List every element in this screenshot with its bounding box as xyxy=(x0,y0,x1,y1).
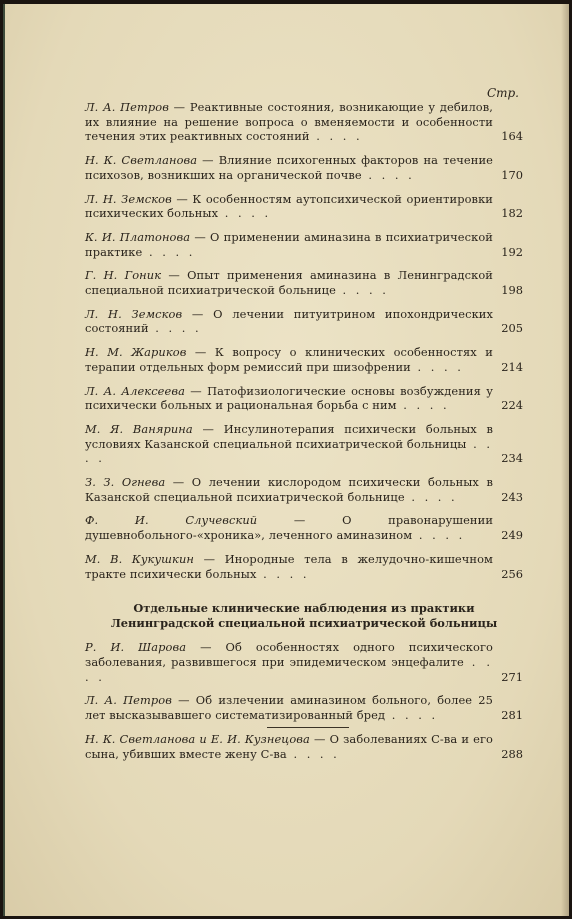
toc-entry-title: Об излечении аминазином больного, более 25 лет высказывавшего систематизированный бред xyxy=(85,693,493,723)
toc-entry-dash: — xyxy=(257,513,343,528)
toc-entry-dash: — xyxy=(194,551,225,566)
toc-entry-author: Н. М. Жариков xyxy=(85,345,187,360)
toc-entry-author: Ф. И. Случевский xyxy=(85,513,258,528)
toc-entry-page-number: 170 xyxy=(501,167,523,182)
toc-entry-page-number: 288 xyxy=(501,746,523,761)
toc-entry-author: К. И. Платонова xyxy=(85,229,191,244)
toc-entry-page-number: 271 xyxy=(501,669,523,684)
toc-entry xyxy=(85,693,523,722)
toc-entry-leader-dots: . . . . xyxy=(385,708,439,723)
toc-entry-text xyxy=(85,230,523,259)
toc-entry-title: Влияние психогенных факторов на течение психозов, возникших на органической почве xyxy=(85,153,494,182)
toc-entry-title: Инсулинотерапия психически больных в условиях Казанской специальной психиатрической больницы xyxy=(85,421,494,451)
toc-entry-author: М. Я. Ванярина xyxy=(85,421,193,436)
toc-entry-page-number: 214 xyxy=(501,359,523,374)
toc-entry xyxy=(85,513,523,542)
toc-entry xyxy=(85,345,523,374)
toc-entry-author: Н. К. Светланова xyxy=(85,153,198,168)
toc-entry xyxy=(85,153,523,182)
toc-entry-leader-dots: . . . . xyxy=(85,436,493,466)
toc-entry-title: О лечении питуитрином ипохондрических состояний xyxy=(85,306,494,336)
toc-entry-text xyxy=(85,192,523,221)
toc-entry-dash: — xyxy=(184,383,208,398)
toc-entry-dash: — xyxy=(190,229,211,244)
toc-entry-leader-dots: . . . . xyxy=(335,283,389,298)
toc-entry-text xyxy=(85,268,523,297)
toc-entry-page-number: 281 xyxy=(501,708,523,723)
toc-entry-title: О применении аминазина в психиатрической практике xyxy=(85,229,493,259)
toc-entry-text xyxy=(85,640,523,684)
toc-entry-leader-dots: . . . . xyxy=(404,489,458,504)
toc-entry-title: К особенностям аутопсихической ориентировки психических больных xyxy=(85,191,493,221)
toc-entry-author: Л. А. Алексеева xyxy=(85,383,185,398)
toc-entry-page-number: 164 xyxy=(501,129,523,144)
toc-entry-author: Р. И. Шарова xyxy=(85,640,187,655)
toc-entry-leader-dots: . . . . xyxy=(286,746,340,761)
toc-entry-page-number: 249 xyxy=(501,528,523,543)
toc-entry-leader-dots: . . . . xyxy=(142,244,196,259)
toc-entry-title: Опыт применения аминазина в Ленинградской специальной психиатрической больнице xyxy=(85,268,493,298)
toc-entry-dash: — xyxy=(197,153,219,168)
toc-entry xyxy=(85,552,523,581)
toc-entry-page-number: 192 xyxy=(501,244,523,259)
toc-entry-author: Н. К. Светланова и Е. И. Кузнецова xyxy=(85,731,310,746)
toc-entry-text xyxy=(85,345,523,374)
toc-entry-dash: — xyxy=(171,191,193,206)
toc-entry xyxy=(85,422,523,466)
toc-entry-text xyxy=(85,422,523,466)
toc-entry-page-number: 182 xyxy=(501,206,523,221)
toc-entry xyxy=(85,268,523,297)
toc-entry-title: Инородные тела в желудочно-кишечном тракте психически больных xyxy=(85,551,493,581)
book-page xyxy=(3,4,569,916)
toc-entry-dash: — xyxy=(186,345,215,360)
toc-entry-leader-dots: . . . . xyxy=(361,167,415,182)
section-heading-line-1: Отдельные клинические наблюдения из практики xyxy=(133,601,475,616)
toc-entry-author: Л. Н. Земсков xyxy=(85,191,172,206)
toc-entry-author: Л. А. Петров xyxy=(85,100,169,114)
toc-entry-text xyxy=(85,153,523,182)
toc-entry-dash: — xyxy=(161,268,188,283)
toc-entry-author: Л. А. Петров xyxy=(85,693,172,708)
toc-entry xyxy=(85,230,523,259)
toc-entry-text xyxy=(85,552,523,581)
toc-list xyxy=(85,100,523,770)
toc-entry-page-number: 243 xyxy=(501,489,523,504)
toc-entry xyxy=(85,475,523,504)
toc-entry xyxy=(85,640,523,684)
toc-entry-author: З. З. Огнева xyxy=(85,475,166,490)
toc-entry-text xyxy=(85,384,523,413)
toc-entry-text xyxy=(85,100,523,144)
page-edge-shadow xyxy=(561,4,569,916)
toc-entry-leader-dots: . . . . xyxy=(396,398,450,413)
toc-entry-leader-dots: . . . . xyxy=(85,654,493,684)
toc-entry-dash: — xyxy=(165,475,192,490)
page-column-label: Стр. xyxy=(486,86,519,100)
toc-entry-text xyxy=(85,475,523,504)
toc-entry-leader-dots: . . . . xyxy=(256,566,310,581)
toc-entry-page-number: 224 xyxy=(501,398,523,413)
toc-entry xyxy=(85,307,523,336)
toc-entry-title: К вопросу о клинических особенностях и терапии отдельных форм ремиссий при шизофрении xyxy=(85,345,493,374)
toc-entry-author: Л. Н. Земсков xyxy=(85,306,183,321)
toc-entry-title: Реактивные состояния, возникающие у дебилов, их влияние на решение вопроса о вменяемости и особенности течения этих реактивных состояний xyxy=(85,100,493,144)
toc-entry xyxy=(85,384,523,413)
toc-entry-leader-dots: . . . . xyxy=(309,129,363,144)
toc-entry-dash: — xyxy=(182,306,214,321)
toc-entry xyxy=(85,192,523,221)
toc-entry-author: Г. Н. Гоник xyxy=(85,268,162,283)
toc-entry-title: Патофизиологические основы возбуждения у психически больных и рациональная борьба с ним xyxy=(85,383,493,413)
section-heading-line-2: Ленинградской специальной психиатрической больницы xyxy=(110,615,498,630)
toc-entry-leader-dots: . . . . xyxy=(218,206,272,221)
toc-entry-page-number: 256 xyxy=(501,566,523,581)
toc-entry-text xyxy=(85,693,523,722)
toc-entry-dash: — xyxy=(171,693,196,708)
toc-entry-text xyxy=(85,732,523,761)
toc-entry-leader-dots: . . . . xyxy=(410,359,464,374)
toc-entry-text xyxy=(85,307,523,336)
toc-entry-dash: — xyxy=(309,731,330,746)
toc-entry-text xyxy=(85,513,523,542)
toc-entry-title: О правонарушении душевнобольного-«хроника», леченного аминазином xyxy=(85,513,494,543)
toc-entry-page-number: 198 xyxy=(501,283,523,298)
toc-entry xyxy=(85,100,523,144)
toc-entry-title: О лечении кислородом психически больных в Казанской специальной психиатрической больнице xyxy=(85,475,493,504)
closing-rule xyxy=(267,727,349,728)
toc-entry-title: Об особенностях одного психического заболевания, развившегося при эпидемическом энцефалите xyxy=(85,640,494,669)
toc-entry-dash: — xyxy=(186,640,226,655)
toc-entry-leader-dots: . . . . xyxy=(148,321,202,336)
toc-entry-leader-dots: . . . . xyxy=(412,528,466,543)
toc-entry-title: О заболеваниях С-ва и его сына, убивших вместе жену С-ва xyxy=(85,731,493,761)
toc-entry-dash: — xyxy=(169,100,190,114)
toc-entry-page-number: 234 xyxy=(501,451,523,466)
toc-entry-page-number: 205 xyxy=(501,321,523,336)
section-heading xyxy=(85,601,523,630)
toc-entry xyxy=(85,732,523,761)
toc-entry-author: М. В. Кукушкин xyxy=(85,551,194,566)
toc-entry-dash: — xyxy=(192,421,224,436)
